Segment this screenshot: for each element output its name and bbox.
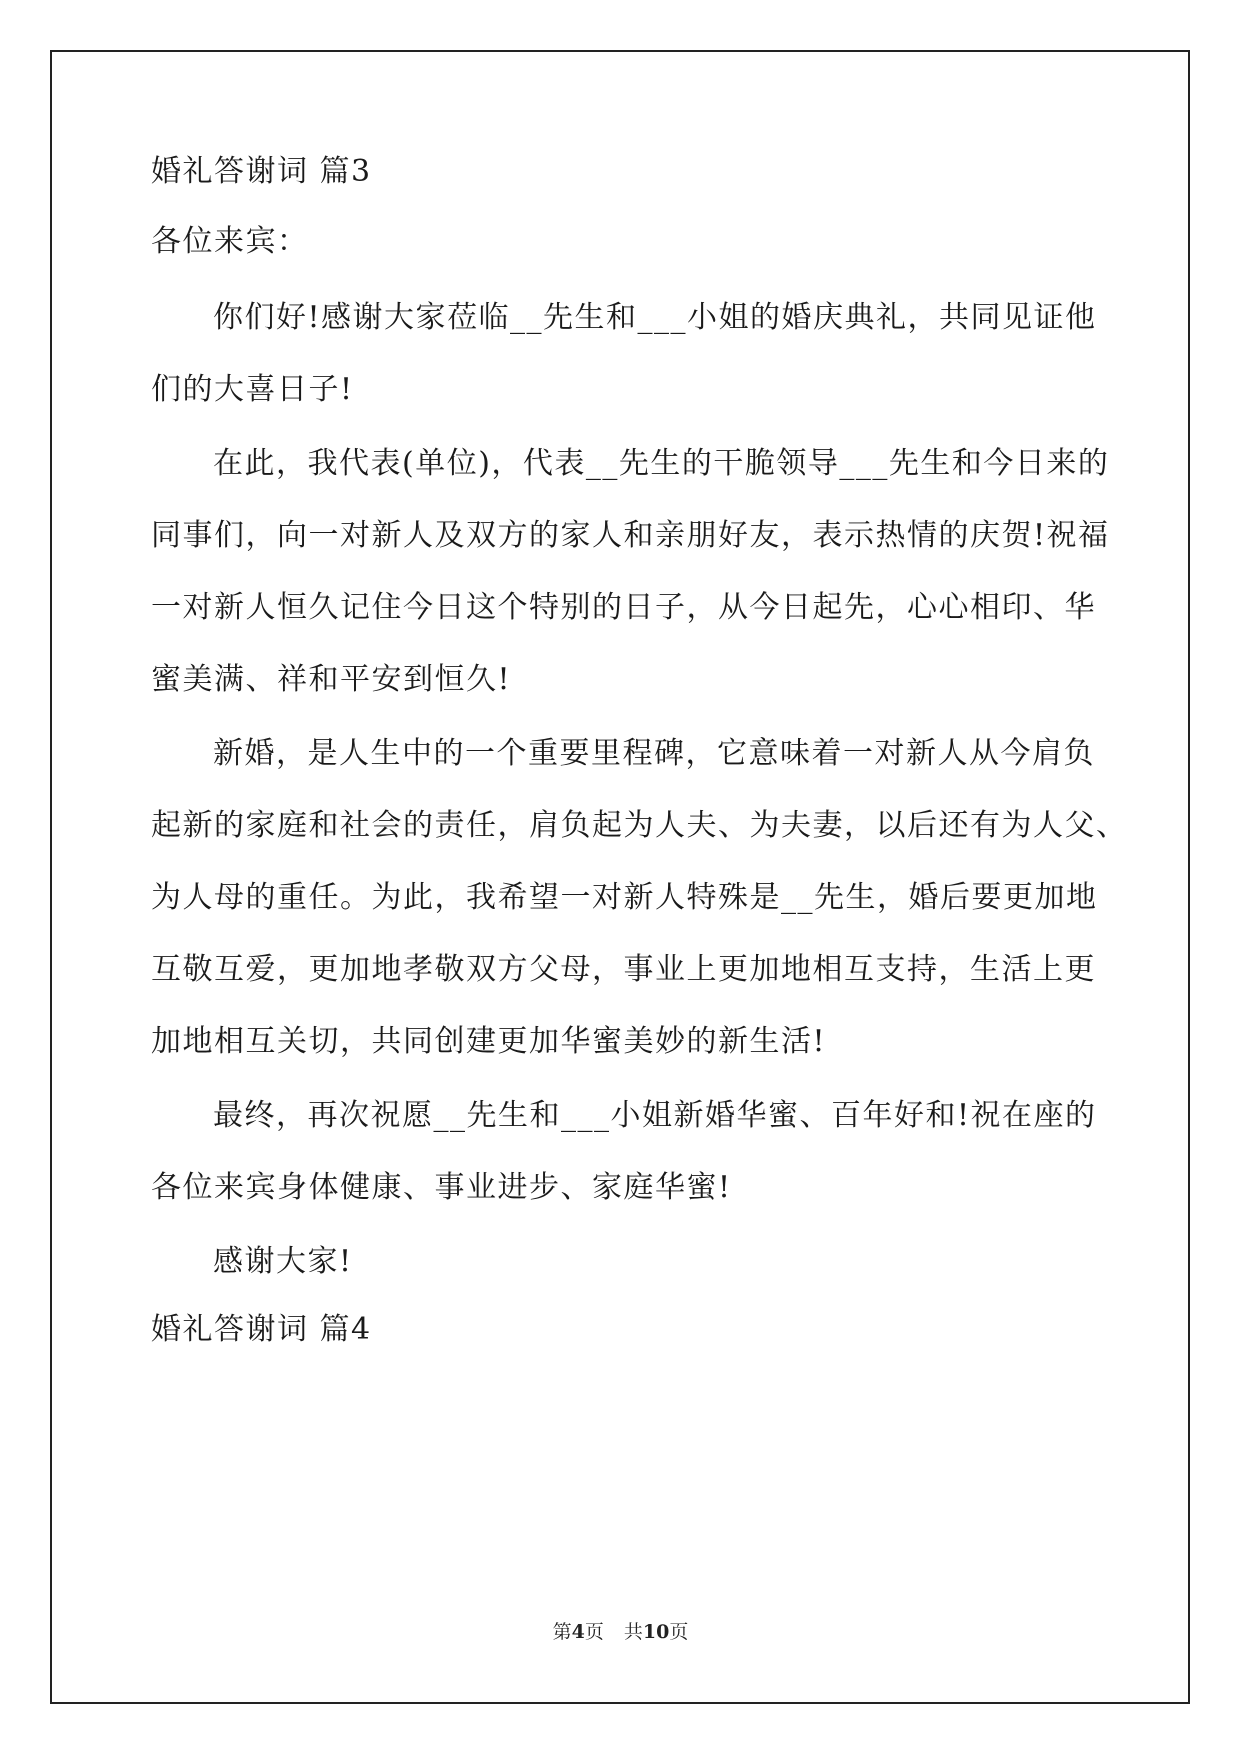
paragraph-line: 同事们，向一对新人及双方的家人和亲朋好友，表示热情的庆贺!祝福: [151, 518, 1110, 553]
section-heading-3: 婚礼答谢词 篇3: [151, 154, 372, 189]
paragraph-line: 一对新人恒久记住今日这个特别的日子，从今日起先，心心相印、华: [151, 590, 1096, 625]
paragraph-line: 起新的家庭和社会的责任，肩负起为人夫、为夫妻，以后还有为人父、: [151, 808, 1128, 843]
total-prefix: 共: [623, 1621, 643, 1643]
paragraph-line: 感谢大家!: [213, 1244, 353, 1279]
paragraph-line: 新婚，是人生中的一个重要里程碑，它意味着一对新人从今肩负: [213, 736, 1095, 771]
salutation: 各位来宾：: [151, 224, 309, 259]
total-pages: 10: [642, 1621, 670, 1643]
paragraph-line: 加地相互关切，共同创建更加华蜜美妙的新生活!: [151, 1024, 827, 1059]
paragraph-line: 你们好!感谢大家莅临__先生和___小姐的婚庆典礼，共同见证他: [213, 300, 1097, 335]
paragraph-line: 为人母的重任。为此，我希望一对新人特殊是__先生，婚后要更加地: [151, 880, 1098, 915]
section-heading-4: 婚礼答谢词 篇4: [151, 1312, 372, 1347]
page-suffix: 页: [584, 1621, 604, 1643]
paragraph-line: 们的大喜日子!: [151, 372, 354, 407]
paragraph-line: 最终，再次祝愿__先生和___小姐新婚华蜜、百年好和!祝在座的: [213, 1098, 1097, 1133]
page-prefix: 第: [552, 1621, 572, 1643]
page-footer: [0, 1620, 1241, 1644]
paragraph-line: 在此，我代表(单位)，代表__先生的干脆领导___先生和今日来的: [213, 446, 1110, 481]
page-number: 4: [571, 1621, 585, 1643]
paragraph-line: 互敬互爱，更加地孝敬双方父母，事业上更加地相互支持，生活上更: [151, 952, 1096, 987]
paragraph-line: 各位来宾身体健康、事业进步、家庭华蜜!: [151, 1170, 732, 1205]
paragraph-line: 蜜美满、祥和平安到恒久!: [151, 662, 512, 697]
total-suffix: 页: [669, 1621, 689, 1643]
